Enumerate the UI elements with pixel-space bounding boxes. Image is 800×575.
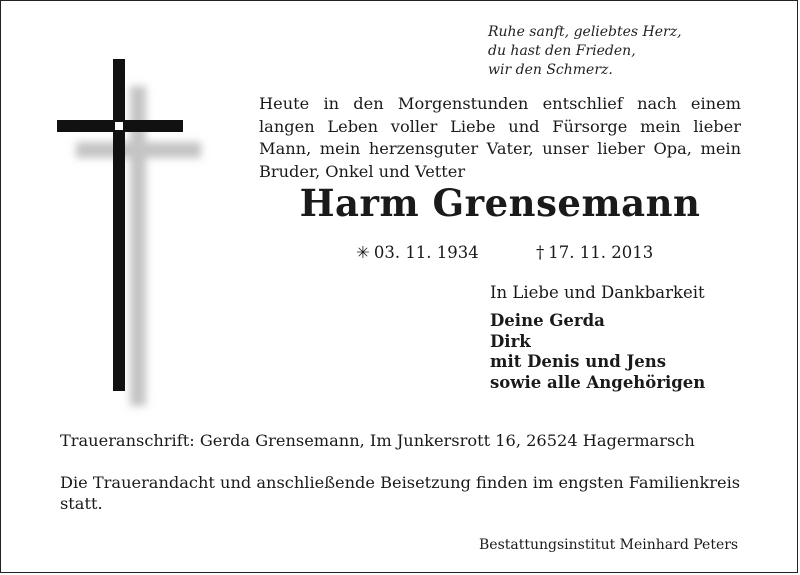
death-date — [536, 243, 653, 262]
birth-date-value: 03. 11. 1934 — [373, 243, 479, 262]
birth-star-icon: ✳ — [356, 243, 370, 262]
family-line: mit Denis und Jens — [490, 352, 667, 371]
family-line: Deine Gerda — [490, 311, 605, 330]
cross-shadow — [76, 86, 201, 406]
poem-line: du hast den Frieden, — [488, 43, 636, 59]
family-line: Dirk — [490, 331, 531, 351]
deceased-name: Harm Grensemann — [299, 181, 701, 225]
birth-date — [356, 243, 479, 262]
family-line: sowie alle Angehörigen — [490, 372, 706, 392]
death-date-value: 17. 11. 2013 — [548, 243, 654, 262]
cross-shape — [57, 59, 183, 391]
mourning-address: Traueranschrift: Gerda Grensemann, Im Junkersrott 16, 26524 Hagermarsch — [60, 431, 695, 450]
undertaker-name: Bestattungsinstitut Meinhard Peters — [479, 537, 739, 553]
cross-icon — [51, 56, 221, 416]
intro-text: Heute in den Morgenstunden entschlief nach einem langen Leben voller Liebe und Fürsorge mein lieber Mann, mein herzensguter Vater, unser lieber Opa, mein Bruder, Onkel und Vetter — [259, 94, 741, 181]
poem — [488, 23, 748, 80]
family-signatures — [490, 311, 705, 393]
poem-line: wir den Schmerz. — [488, 62, 613, 78]
poem-line: Ruhe sanft, geliebtes Herz, — [488, 24, 682, 40]
thanks-line: In Liebe und Dankbarkeit — [490, 283, 705, 302]
death-cross-icon: † — [536, 243, 545, 262]
ceremony-notice: Die Trauerandacht und anschließende Beisetzung finden im engsten Familienkreis statt. — [60, 473, 741, 513]
